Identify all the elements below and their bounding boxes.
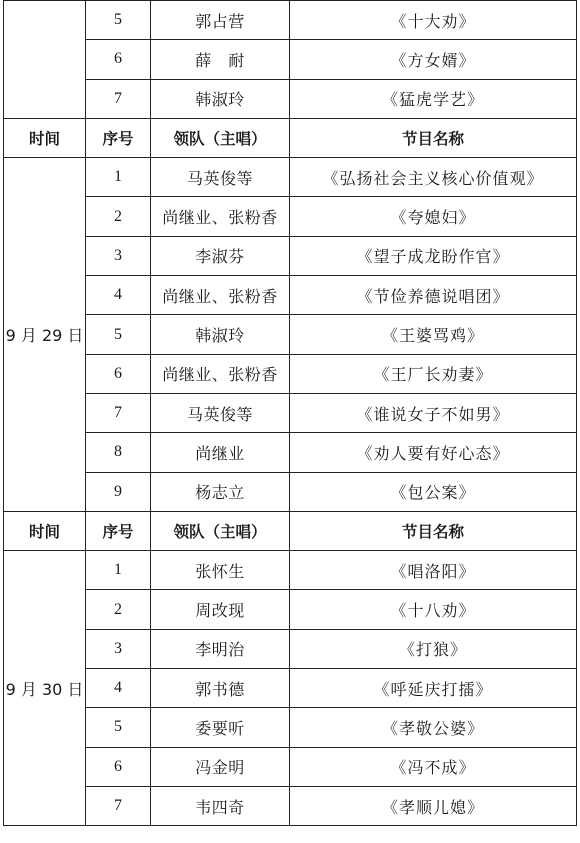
header-number: 序号 xyxy=(86,118,151,157)
date-cell: 9 月 30 日 xyxy=(4,551,86,826)
table-row xyxy=(4,708,577,747)
leader-cell: 马英俊等 xyxy=(151,158,290,197)
leader-cell: 尚继业、张粉香 xyxy=(151,354,290,393)
row-number: 2 xyxy=(86,590,151,629)
date-cell-empty xyxy=(4,1,86,119)
row-number: 5 xyxy=(86,708,151,747)
header-program: 节目名称 xyxy=(290,511,577,550)
program-title-cell: 《王婆骂鸡》 xyxy=(290,315,577,354)
row-number: 4 xyxy=(86,276,151,315)
row-number: 7 xyxy=(86,393,151,432)
row-number: 6 xyxy=(86,747,151,786)
header-number: 序号 xyxy=(86,511,151,550)
row-number: 7 xyxy=(86,79,151,118)
header-program: 节目名称 xyxy=(290,118,577,157)
performance-schedule-table xyxy=(3,0,577,826)
table-row xyxy=(4,276,577,315)
leader-cell: 李明治 xyxy=(151,629,290,668)
header-time: 时间 xyxy=(4,118,86,157)
header-leader: 领队（主唱） xyxy=(151,118,290,157)
row-number: 4 xyxy=(86,669,151,708)
leader-cell: 马英俊等 xyxy=(151,393,290,432)
leader-cell: 李淑芬 xyxy=(151,236,290,275)
program-title-cell: 《王厂长劝妻》 xyxy=(290,354,577,393)
leader-cell: 周改现 xyxy=(151,590,290,629)
leader-cell: 张怀生 xyxy=(151,551,290,590)
table-row xyxy=(4,315,577,354)
leader-cell: 冯金明 xyxy=(151,747,290,786)
row-number: 6 xyxy=(86,354,151,393)
table-row xyxy=(4,433,577,472)
table-row xyxy=(4,236,577,275)
table-row xyxy=(4,472,577,511)
table-row xyxy=(4,551,577,590)
header-leader: 领队（主唱） xyxy=(151,511,290,550)
program-title-cell: 《劝人要有好心态》 xyxy=(290,433,577,472)
program-title-cell: 《方女婿》 xyxy=(290,40,577,79)
program-title-cell: 《打狼》 xyxy=(290,629,577,668)
leader-cell: 尚继业、张粉香 xyxy=(151,276,290,315)
table-row xyxy=(4,747,577,786)
row-number: 7 xyxy=(86,786,151,825)
leader-cell: 郭占营 xyxy=(151,1,290,40)
program-title-cell: 《猛虎学艺》 xyxy=(290,79,577,118)
program-title-cell: 《谁说女子不如男》 xyxy=(290,393,577,432)
row-number: 5 xyxy=(86,315,151,354)
leader-cell: 韩淑玲 xyxy=(151,315,290,354)
program-title-cell: 《冯不成》 xyxy=(290,747,577,786)
header-time: 时间 xyxy=(4,511,86,550)
header-row xyxy=(4,118,577,157)
row-number: 6 xyxy=(86,40,151,79)
table-row xyxy=(4,393,577,432)
leader-cell: 委要听 xyxy=(151,708,290,747)
program-title-cell: 《十八劝》 xyxy=(290,590,577,629)
row-number: 5 xyxy=(86,1,151,40)
program-title-cell: 《孝顺儿媳》 xyxy=(290,786,577,825)
program-title-cell: 《孝敬公婆》 xyxy=(290,708,577,747)
row-number: 2 xyxy=(86,197,151,236)
program-title-cell: 《呼延庆打擂》 xyxy=(290,669,577,708)
program-title-cell: 《唱洛阳》 xyxy=(290,551,577,590)
header-row xyxy=(4,511,577,550)
leader-cell: 尚继业 xyxy=(151,433,290,472)
program-title-cell: 《弘扬社会主义核心价值观》 xyxy=(290,158,577,197)
table-row xyxy=(4,669,577,708)
program-title-cell: 《望子成龙盼作官》 xyxy=(290,236,577,275)
leader-cell: 薛 耐 xyxy=(151,40,290,79)
row-number: 1 xyxy=(86,158,151,197)
table-row xyxy=(4,1,577,40)
table-row xyxy=(4,40,577,79)
program-title-cell: 《节俭养德说唱团》 xyxy=(290,276,577,315)
program-title-cell: 《夸媳妇》 xyxy=(290,197,577,236)
leader-cell: 韩淑玲 xyxy=(151,79,290,118)
date-cell: 9 月 29 日 xyxy=(4,158,86,512)
row-number: 1 xyxy=(86,551,151,590)
row-number: 9 xyxy=(86,472,151,511)
leader-cell: 杨志立 xyxy=(151,472,290,511)
table-row xyxy=(4,197,577,236)
row-number: 8 xyxy=(86,433,151,472)
row-number: 3 xyxy=(86,629,151,668)
table-row xyxy=(4,354,577,393)
leader-cell: 韦四奇 xyxy=(151,786,290,825)
leader-cell: 郭书德 xyxy=(151,669,290,708)
table-row xyxy=(4,158,577,197)
table-row xyxy=(4,590,577,629)
table-row xyxy=(4,79,577,118)
program-title-cell: 《十大劝》 xyxy=(290,1,577,40)
row-number: 3 xyxy=(86,236,151,275)
table-row xyxy=(4,786,577,825)
table-row xyxy=(4,629,577,668)
program-title-cell: 《包公案》 xyxy=(290,472,577,511)
leader-cell: 尚继业、张粉香 xyxy=(151,197,290,236)
